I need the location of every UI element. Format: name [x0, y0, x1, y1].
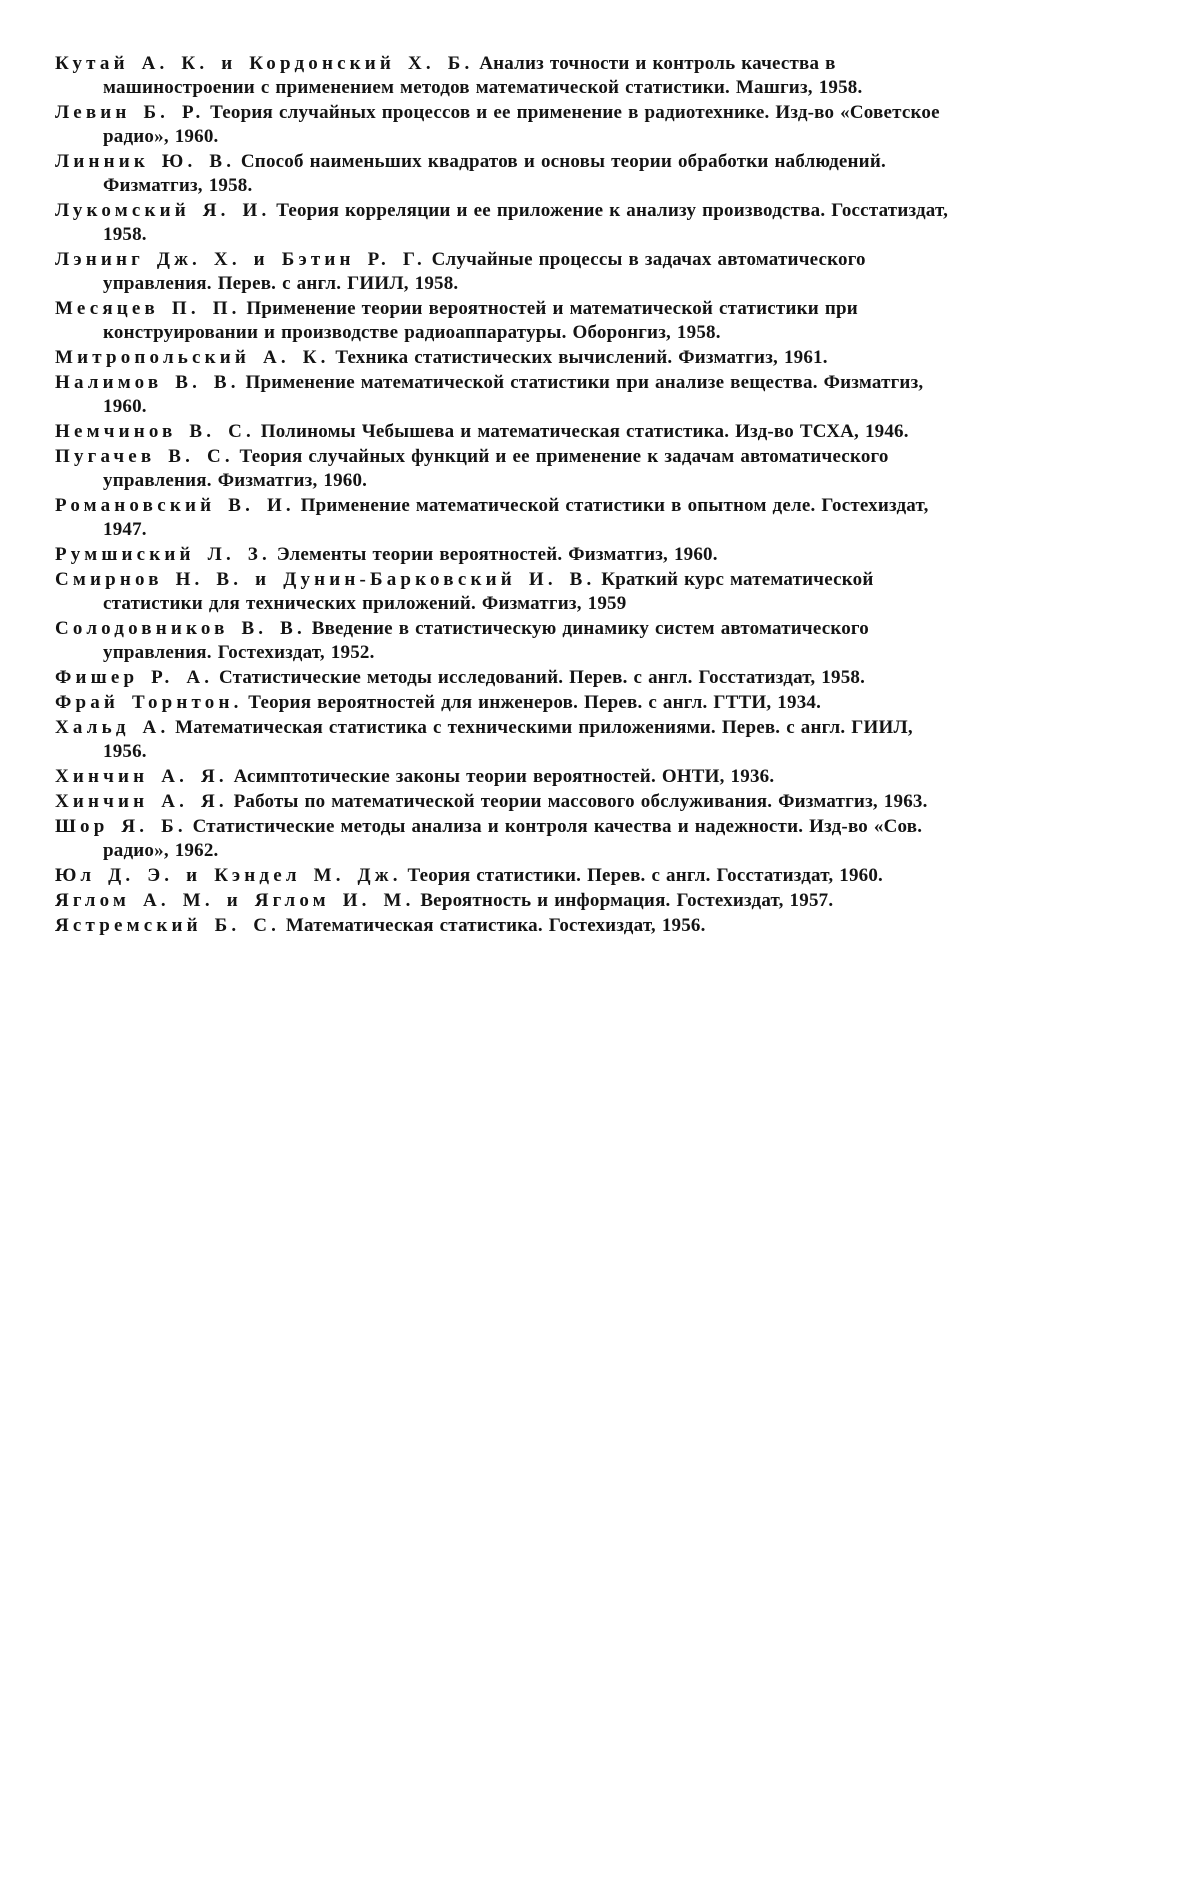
bibliography-entry: [55, 199, 960, 247]
bibliography-entry: [55, 297, 960, 345]
entry-text: Асимптотические законы теории вероятностей. ОНТИ, 1936.: [233, 766, 775, 787]
bibliography-entry: [55, 691, 960, 715]
entry-author: Немчинов В. С.: [55, 421, 255, 442]
bibliography-entry: [55, 494, 960, 542]
scanned-page: [55, 52, 960, 939]
bibliography-entry: [55, 346, 960, 370]
entry-author: Фрай Торнтон.: [55, 692, 243, 713]
entry-author: Пугачев В. С.: [55, 446, 234, 467]
bibliography-entry: [55, 666, 960, 690]
entry-text: Анализ точности и контроль качества в машиностроении с применением методов математической статистики. Машгиз, 1958.: [103, 53, 863, 98]
bibliography-entry: [55, 150, 960, 198]
entry-text: Теория случайных функций и ее применение к задачам автоматического управления. Физматгиз, 1960.: [103, 446, 889, 491]
entry-text: Теория корреляции и ее приложение к анализу производства. Госстатиздат, 1958.: [103, 200, 949, 245]
entry-text: Статистические методы анализа и контроля качества и надежности. Изд-во «Сов. радио», 1962.: [103, 816, 923, 861]
bibliography-entry: [55, 889, 960, 913]
entry-text: Вероятность и информация. Гостехиздат, 1957.: [420, 890, 834, 911]
entry-text: Статистические методы исследований. Перев. с англ. Госстатиздат, 1958.: [219, 667, 866, 688]
entry-text: Математическая статистика с техническими приложениями. Перев. с англ. ГИИЛ, 1956.: [103, 717, 913, 762]
bibliography-entry: [55, 568, 960, 616]
bibliography-entry: [55, 864, 960, 888]
entry-author: Месяцев П. П.: [55, 298, 241, 319]
bibliography-entry: [55, 248, 960, 296]
entry-author: Лукомский Я. И.: [55, 200, 271, 221]
entry-text: Случайные процессы в задачах автоматического управления. Перев. с англ. ГИИЛ, 1958.: [103, 249, 866, 294]
entry-author: Романовский В. И.: [55, 495, 295, 516]
entry-author: Смирнов Н. В. и Дунин-Барковский И. В.: [55, 569, 596, 590]
entry-text: Математическая статистика. Гостехиздат, 1956.: [285, 915, 706, 936]
bibliography-entry: [55, 765, 960, 789]
bibliography-entry: [55, 445, 960, 493]
entry-author: Линник Ю. В.: [55, 151, 236, 172]
bibliography-list: [55, 52, 960, 938]
entry-text: Способ наименьших квадратов и основы теории обработки наблюдений. Физматгиз, 1958.: [103, 151, 886, 196]
entry-author: Налимов В. В.: [55, 372, 240, 393]
entry-author: Митропольский А. К.: [55, 347, 330, 368]
entry-text: Работы по математической теории массового обслуживания. Физматгиз, 1963.: [233, 791, 928, 812]
entry-text: Полиномы Чебышева и математическая статистика. Изд-во ТСХА, 1946.: [260, 421, 909, 442]
entry-text: Теория вероятностей для инженеров. Перев. с англ. ГТТИ, 1934.: [248, 692, 822, 713]
entry-text: Краткий курс математической статистики для технических приложений. Физматгиз, 1959: [103, 569, 874, 614]
entry-author: Фишер Р. А.: [55, 667, 214, 688]
entry-author: Лэнинг Дж. Х. и Бэтин Р. Г.: [55, 249, 426, 270]
entry-author: Шор Я. Б.: [55, 816, 187, 837]
entry-author: Хальд А.: [55, 717, 170, 738]
entry-text: Техника статистических вычислений. Физматгиз, 1961.: [335, 347, 828, 368]
bibliography-entry: [55, 914, 960, 938]
bibliography-entry: [55, 716, 960, 764]
entry-author: Кутай А. К. и Кордонский Х. Б.: [55, 53, 474, 74]
entry-author: Хинчин А. Я.: [55, 791, 228, 812]
entry-text: Элементы теории вероятностей. Физматгиз, 1960.: [276, 544, 718, 565]
entry-text: Применение математической статистики в опытном деле. Гостехиздат, 1947.: [103, 495, 929, 540]
entry-author: Солодовников В. В.: [55, 618, 306, 639]
entry-author: Румшиский Л. З.: [55, 544, 271, 565]
bibliography-entry: [55, 52, 960, 100]
entry-author: Ястремский Б. С.: [55, 915, 281, 936]
bibliography-entry: [55, 790, 960, 814]
entry-author: Хинчин А. Я.: [55, 766, 228, 787]
entry-author: Яглом А. М. и Яглом И. М.: [55, 890, 415, 911]
bibliography-entry: [55, 617, 960, 665]
bibliography-entry: [55, 815, 960, 863]
entry-text: Теория статистики. Перев. с англ. Госстатиздат, 1960.: [407, 865, 884, 886]
entry-author: Юл Д. Э. и Кэндел М. Дж.: [55, 865, 402, 886]
entry-author: Левин Б. Р.: [55, 102, 205, 123]
entry-text: Введение в статистическую динамику систем автоматического управления. Гостехиздат, 1952.: [103, 618, 869, 663]
bibliography-entry: [55, 543, 960, 567]
bibliography-entry: [55, 371, 960, 419]
entry-text: Применение теории вероятностей и математической статистики при конструировании и производстве радиоаппаратуры. Оборонгиз, 1958.: [103, 298, 858, 343]
bibliography-entry: [55, 420, 960, 444]
entry-text: Применение математической статистики при анализе вещества. Физматгиз, 1960.: [103, 372, 924, 417]
bibliography-entry: [55, 101, 960, 149]
entry-text: Теория случайных процессов и ее применение в радиотехнике. Изд-во «Советское радио», 1960.: [103, 102, 940, 147]
